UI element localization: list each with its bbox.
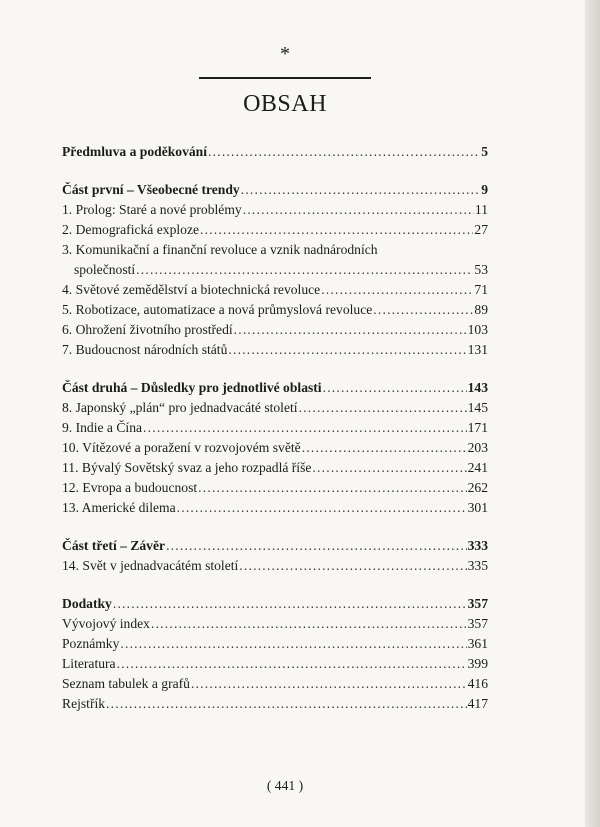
toc-label: Předmluva a poděkování: [62, 144, 208, 159]
toc-page: 301: [467, 500, 488, 515]
toc-leader: [136, 260, 473, 280]
toc-entry: [62, 220, 488, 240]
toc-page: 71: [474, 282, 488, 297]
toc-page: 241: [467, 460, 488, 475]
toc-entry: [62, 340, 488, 360]
toc-label: Seznam tabulek a grafů: [62, 676, 190, 691]
toc-entry: [62, 478, 488, 498]
toc-leader: [191, 674, 467, 694]
toc-part-2: [62, 378, 488, 398]
toc-part-3: [62, 536, 488, 556]
toc-label: Dodatky: [62, 596, 112, 611]
toc-label: 7. Budoucnost národních států: [62, 342, 228, 357]
toc-entry: [62, 260, 488, 280]
toc-entry: [62, 614, 488, 634]
toc-leader: [243, 200, 474, 220]
toc-entry: [62, 458, 488, 478]
toc-label: 13. Americké dilema: [62, 500, 176, 515]
toc-label: Vývojový index: [62, 616, 150, 631]
toc-page: 335: [467, 558, 488, 573]
toc-entry-preface: [62, 142, 488, 162]
toc-leader: [113, 594, 467, 614]
ornament-asterisk: *: [280, 43, 290, 65]
toc-leader: [208, 142, 480, 162]
toc-page: 171: [467, 420, 488, 435]
toc-page: 357: [467, 616, 488, 631]
page-edge: [585, 0, 600, 827]
toc-leader: [117, 654, 467, 674]
toc-entry: [62, 674, 488, 694]
toc-label: 11. Bývalý Sovětský svaz a jeho rozpadlá říše: [62, 460, 312, 475]
toc-page: 145: [467, 400, 488, 415]
toc-entry-line1: 3. Komunikační a finanční revoluce a vznik nadnárodních: [62, 242, 378, 257]
toc-label: Část první – Všeobecné trendy: [62, 182, 240, 197]
toc-leader: [228, 340, 466, 360]
toc-entry: [62, 398, 488, 418]
toc-label: 10. Vítězové a poražení v rozvojovém světě: [62, 440, 301, 455]
toc-page: 416: [467, 676, 488, 691]
toc-entry: [62, 694, 488, 714]
toc-page: 131: [467, 342, 488, 357]
table-of-contents: [62, 142, 488, 714]
toc-page: 357: [467, 596, 488, 611]
toc-leader: [312, 458, 466, 478]
toc-entry: [62, 438, 488, 458]
toc-page: 89: [474, 302, 488, 317]
toc-page: 11: [474, 202, 488, 217]
toc-label: 14. Svět v jednadvacátém století: [62, 558, 239, 573]
toc-entry: [62, 418, 488, 438]
toc-leader: [373, 300, 473, 320]
title-rule: [199, 77, 371, 79]
toc-leader: [323, 378, 467, 398]
toc-entry: [62, 280, 488, 300]
toc-page: 203: [467, 440, 488, 455]
toc-label: Literatura: [62, 656, 116, 671]
toc-page: 262: [467, 480, 488, 495]
toc-leader: [198, 478, 466, 498]
toc-part-1: [62, 180, 488, 200]
toc-entry: [62, 200, 488, 220]
toc-page: 399: [467, 656, 488, 671]
toc-page: 27: [474, 222, 488, 237]
toc-entry: [62, 634, 488, 654]
toc-label: 1. Prolog: Staré a nové problémy: [62, 202, 242, 217]
toc-leader: [321, 280, 473, 300]
toc-page: 103: [467, 322, 488, 337]
toc-page: 417: [467, 696, 488, 711]
page-title: OBSAH: [243, 91, 327, 117]
toc-page: 361: [467, 636, 488, 651]
toc-leader: [120, 634, 466, 654]
toc-leader: [299, 398, 467, 418]
toc-label: Rejstřík: [62, 696, 106, 711]
toc-page: 143: [467, 380, 488, 395]
toc-label: 5. Robotizace, automatizace a nová průmyslová revoluce: [62, 302, 373, 317]
toc-page: 333: [467, 538, 488, 553]
toc-leader: [234, 320, 467, 340]
toc-page: 9: [481, 182, 488, 197]
toc-label: 8. Japonský „plán“ pro jednadvacáté století: [62, 400, 298, 415]
toc-label: 9. Indie a Čína: [62, 420, 143, 435]
toc-entry: [62, 320, 488, 340]
toc-entry: [62, 654, 488, 674]
toc-label: 4. Světové zemědělství a biotechnická revoluce: [62, 282, 321, 297]
toc-leader: [106, 694, 467, 714]
toc-label: Část třetí – Závěr: [62, 538, 166, 553]
toc-leader: [143, 418, 467, 438]
toc-label: 6. Ohrožení životního prostředí: [62, 322, 233, 337]
toc-leader: [200, 220, 473, 240]
toc-leader: [151, 614, 467, 634]
toc-page: 53: [474, 262, 488, 277]
page-number: ( 441 ): [266, 778, 304, 793]
toc-leader: [166, 536, 467, 556]
toc-entry: [62, 300, 488, 320]
toc-page: 5: [481, 144, 488, 159]
toc-label: společností: [74, 262, 136, 277]
toc-leader: [239, 556, 466, 576]
toc-label: 12. Evropa a budoucnost: [62, 480, 198, 495]
toc-label: Část druhá – Důsledky pro jednotlivé oblasti: [62, 380, 322, 395]
toc-label: Poznámky: [62, 636, 120, 651]
toc-label: 2. Demografická exploze: [62, 222, 200, 237]
toc-appendix: [62, 594, 488, 614]
toc-leader: [177, 498, 467, 518]
toc-entry: [62, 556, 488, 576]
toc-entry: [62, 498, 488, 518]
toc-leader: [302, 438, 467, 458]
toc-leader: [241, 180, 480, 200]
